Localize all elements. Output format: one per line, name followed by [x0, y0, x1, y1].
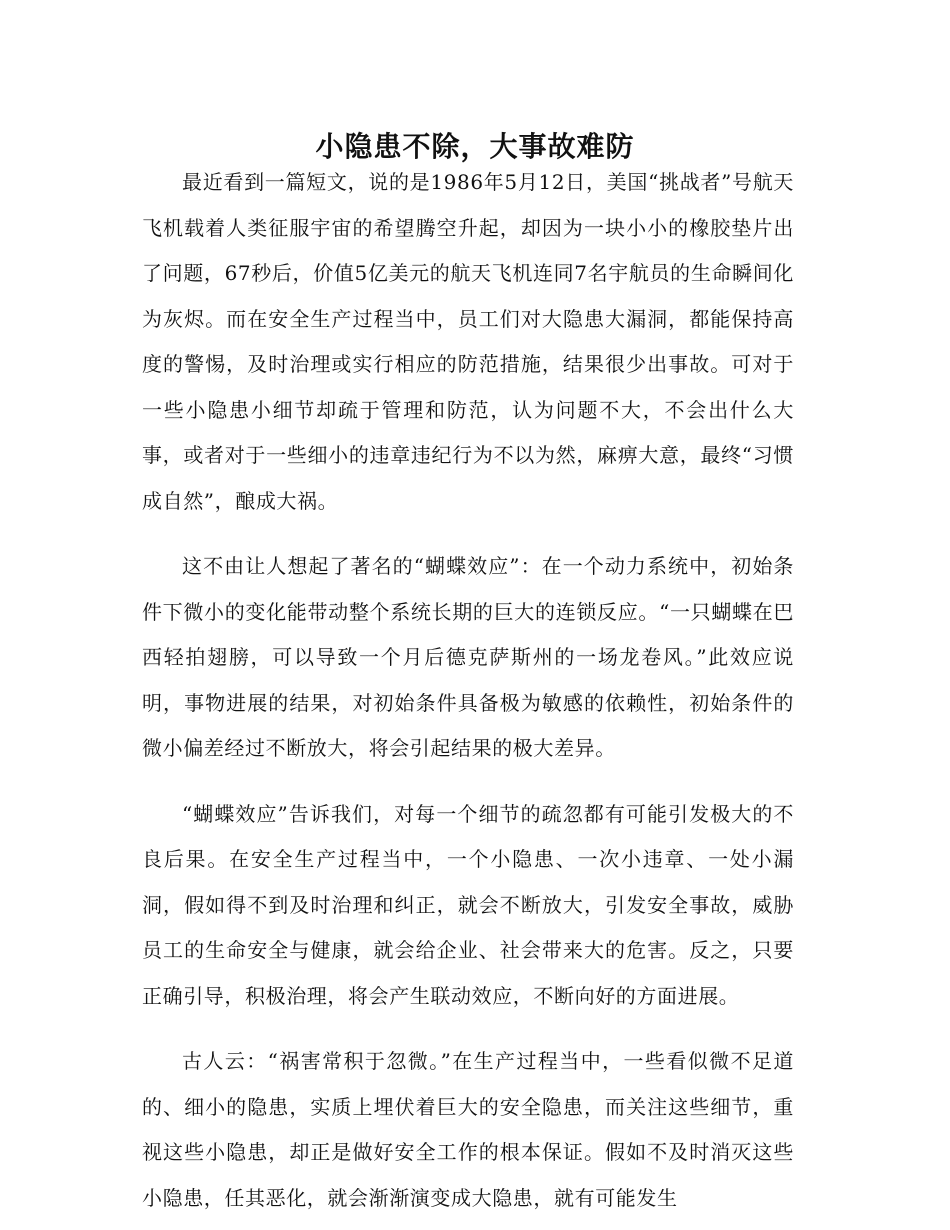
paragraph-1: 最近看到一篇短文，说的是1986年5月12日，美国“挑战者”号航天飞机载着人类征服宇宙的希望腾空升起，却因为一块小小的橡胶垫片出了问题，67秒后，价值5亿美元的航天飞机连同7名宇航员的生命瞬间化为灰烬。而在安全生产过程当中，员工们对大隐患大漏洞，都能保持高度的警惕，及时治理或实行相应的防范措施，结果很少出事故。可对于一些小隐患小细节却疏于管理和防范，认为问题不大，不会出什么大事，或者对于一些细小的违章违纪行为不以为然，麻痹大意，最终“习惯成自然”，酿成大祸。 [142, 170, 794, 513]
paragraph-2: 这不由让人想起了著名的“蝴蝶效应”：在一个动力系统中，初始条件下微小的变化能带动整个系统长期的巨大的连锁反应。“一只蝴蝶在巴西轻拍翅膀，可以导致一个月后德克萨斯州的一场龙卷风。”此效应说明，事物进展的结果，对初始条件具备极为敏感的依赖性，初始条件的微小偏差经过不断放大，将会引起结果的极大差异。 [142, 554, 794, 760]
paragraph-4: 古人云：“祸害常积于忽微。”在生产过程当中，一些看似微不足道的、细小的隐患，实质上埋伏着巨大的安全隐患，而关注这些细节，重视这些小隐患，却正是做好安全工作的根本保证。假如不及时消灭这些小隐患，任其恶化，就会渐渐演变成大隐患，就有可能发生 [142, 1049, 794, 1210]
document-title: 小隐患不除，大事故难防 [315, 129, 635, 163]
document-body [142, 160, 794, 1221]
paragraph-3: “蝴蝶效应”告诉我们，对每一个细节的疏忽都有可能引发极大的不良后果。在安全生产过程当中，一个小隐患、一次小违章、一处小漏洞，假如得不到及时治理和纠正，就会不断放大，引发安全事故，威胁员工的生命安全与健康，就会给企业、社会带来大的危害。反之，只要正确引导，积极治理，将会产生联动效应，不断向好的方面进展。 [142, 801, 794, 1008]
